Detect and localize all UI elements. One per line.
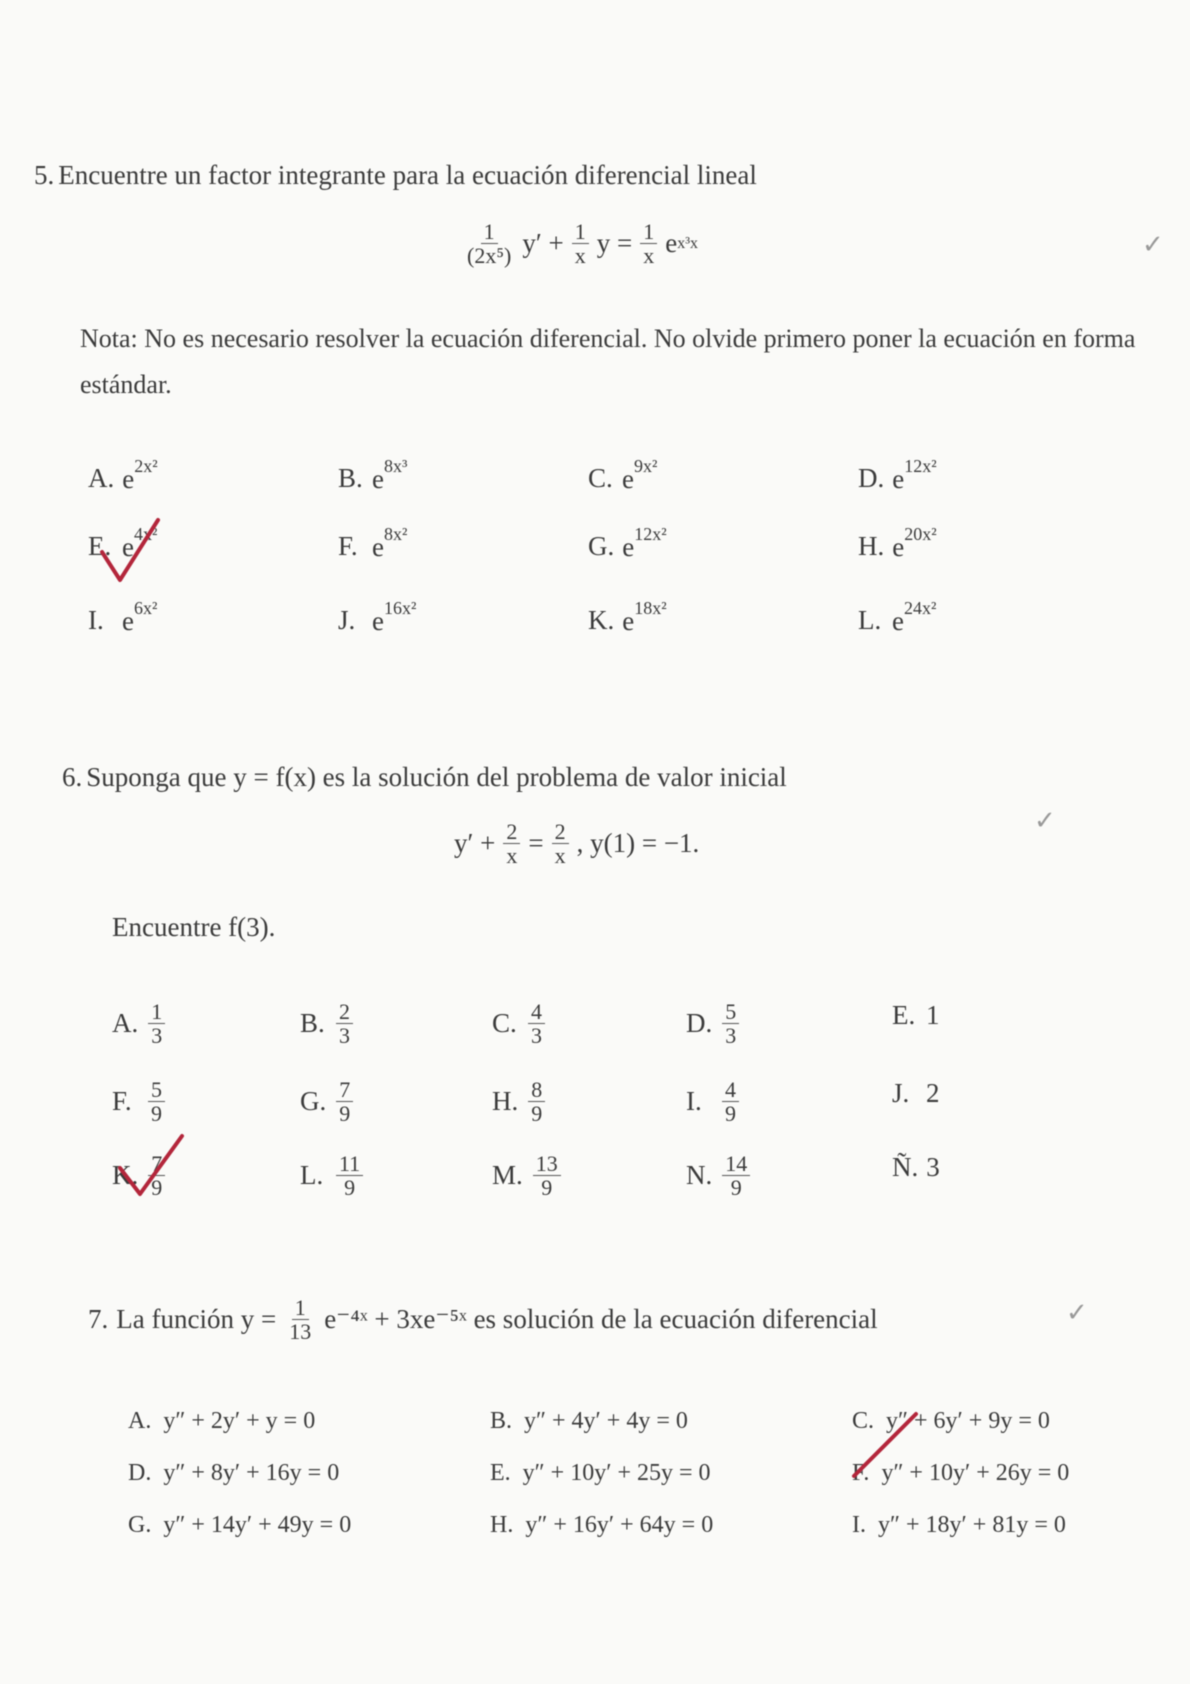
option-letter: A. <box>128 1408 152 1434</box>
answer-option <box>686 1000 741 1047</box>
option-letter: B. <box>300 1008 325 1039</box>
option-base: e <box>622 606 635 636</box>
answer-option <box>492 1000 547 1047</box>
answer-option <box>588 598 667 637</box>
question-5-prompt <box>34 160 757 191</box>
fraction-numerator: 8 <box>528 1078 545 1102</box>
option-exponent: 24x² <box>903 598 937 618</box>
answer-option <box>892 1078 940 1109</box>
fraction-numerator: 14 <box>722 1152 750 1176</box>
option-letter: F. <box>112 1086 132 1117</box>
fraction: $\frac{2}{x}$ <box>552 820 569 867</box>
option-letter: N. <box>686 1160 713 1191</box>
question-text: e⁻⁴ˣ + 3xe⁻⁵ˣ es solución de la ecuación diferencial <box>324 1304 878 1335</box>
option-value <box>622 524 667 563</box>
option-equation: y″ + 18y′ + 81y = 0 <box>878 1512 1066 1538</box>
option-fraction <box>722 1152 750 1199</box>
question-number: 6. <box>62 762 83 792</box>
option-letter: D. <box>686 1008 713 1039</box>
option-letter: K. <box>112 1160 139 1191</box>
option-fraction <box>148 1000 165 1047</box>
option-base: e <box>892 532 905 562</box>
answer-option <box>686 1152 752 1199</box>
option-equation: y″ + 8y′ + 16y = 0 <box>163 1460 340 1486</box>
answer-option <box>892 1000 940 1031</box>
option-letter: K. <box>588 605 615 635</box>
option-value <box>372 598 417 637</box>
option-letter: C. <box>588 463 613 493</box>
option-letter: F. <box>852 1460 870 1486</box>
option-value: 2 <box>926 1078 940 1108</box>
fraction-numerator: 4 <box>722 1078 739 1102</box>
option-base: e <box>622 464 634 494</box>
option-base: e <box>122 464 135 494</box>
answer-option <box>112 1000 167 1047</box>
question-text: Encuentre un factor integrante para la ecuación diferencial lineal <box>58 160 757 190</box>
fraction: $\frac{1}{\text{(2x⁵)}}$ <box>467 219 512 269</box>
option-letter: D. <box>858 463 885 493</box>
answer-option <box>852 1512 1066 1539</box>
option-letter: C. <box>852 1408 875 1434</box>
option-exponent: 18x² <box>634 598 667 618</box>
option-base: e <box>372 464 384 494</box>
fraction-denominator: 3 <box>339 1023 350 1049</box>
answer-option <box>588 456 658 495</box>
answer-option <box>492 1078 547 1125</box>
option-equation: y″ + 16y′ + 64y = 0 <box>525 1512 714 1538</box>
fraction-numerator: 7 <box>336 1078 353 1102</box>
answer-option <box>128 1512 351 1539</box>
option-equation: y″ + 10y′ + 25y = 0 <box>522 1460 711 1486</box>
fraction-denominator: 9 <box>344 1175 356 1201</box>
answer-option <box>300 1000 355 1047</box>
answer-option <box>858 456 937 495</box>
question-number: 7. <box>88 1304 109 1335</box>
option-equation: y″ + 14y′ + 49y = 0 <box>163 1512 352 1538</box>
option-base: e <box>372 606 384 636</box>
option-value <box>892 598 937 637</box>
answer-option <box>858 524 937 563</box>
option-letter: H. <box>490 1512 514 1538</box>
answer-option <box>338 598 417 637</box>
fraction-numerator: 13 <box>533 1152 561 1176</box>
question-text: Suponga que y = f(x) es la solución del problema de valor inicial <box>86 762 787 792</box>
option-letter: M. <box>492 1160 523 1191</box>
option-value <box>892 524 937 563</box>
fraction-denominator: 9 <box>339 1101 351 1127</box>
grader-tick-mark: ✓ <box>1142 230 1164 259</box>
option-letter: G. <box>128 1512 152 1538</box>
option-letter: I. <box>88 605 104 635</box>
fraction-denominator: 9 <box>151 1175 163 1201</box>
option-exponent: 8x³ <box>383 456 408 476</box>
option-letter: E. <box>88 531 112 561</box>
answer-option <box>686 1078 741 1125</box>
fraction-numerator: 5 <box>722 1000 739 1024</box>
red-check-mark <box>112 1128 192 1206</box>
option-exponent: 12x² <box>904 456 937 476</box>
option-fraction <box>336 1078 353 1125</box>
red-check-mark <box>846 1404 926 1488</box>
question-6-formula: y′ + $\frac{2}{x}$ = $\frac{2}{x}$ , y(1) = −1. <box>454 819 700 869</box>
option-equation: y″ + 4y′ + 4y = 0 <box>524 1408 688 1434</box>
option-letter: H. <box>492 1086 519 1117</box>
option-letter: E. <box>892 1000 916 1030</box>
answer-option <box>588 524 667 563</box>
option-letter: L. <box>300 1160 324 1191</box>
answer-option <box>490 1460 711 1487</box>
option-exponent: 6x² <box>133 598 158 618</box>
option-exponent: 4x² <box>133 524 158 544</box>
option-base: e <box>372 532 384 562</box>
option-letter: I. <box>852 1512 866 1538</box>
option-exponent: 12x² <box>634 524 667 544</box>
option-letter: G. <box>300 1086 327 1117</box>
option-letter: B. <box>338 463 363 493</box>
answer-option <box>88 598 158 637</box>
answer-option <box>300 1078 355 1125</box>
option-value <box>122 456 158 495</box>
answer-option <box>88 456 158 495</box>
option-fraction <box>336 1000 353 1047</box>
question-7-prompt <box>88 1296 878 1343</box>
option-letter: G. <box>588 531 615 561</box>
answer-option <box>492 1152 563 1199</box>
question-6-find: Encuentre f(3). <box>112 912 276 942</box>
option-letter: F. <box>338 531 358 561</box>
option-letter: C. <box>492 1008 517 1039</box>
option-base: e <box>892 464 905 494</box>
option-fraction <box>528 1000 545 1047</box>
option-base: e <box>622 532 635 562</box>
answer-option <box>892 1152 940 1183</box>
option-letter: H. <box>858 531 885 561</box>
option-letter: A. <box>112 1008 139 1039</box>
fraction-numerator: 1 <box>148 1000 165 1024</box>
fraction: $\frac{1}{x}$ <box>572 220 589 267</box>
fraction-denominator: 3 <box>531 1023 542 1049</box>
option-letter: J. <box>338 605 356 635</box>
fraction-denominator: 3 <box>725 1023 737 1049</box>
option-base: e <box>892 606 904 636</box>
fraction-numerator: 7 <box>148 1152 165 1176</box>
option-fraction <box>533 1152 561 1199</box>
option-fraction <box>528 1078 545 1125</box>
option-exponent: 8x² <box>383 524 408 544</box>
fraction-numerator: 4 <box>528 1000 545 1024</box>
option-letter: L. <box>858 605 882 635</box>
option-letter: B. <box>490 1408 513 1434</box>
option-fraction <box>148 1078 165 1125</box>
option-letter: J. <box>892 1078 910 1108</box>
fraction-numerator: 2 <box>336 1000 353 1024</box>
option-letter: D. <box>128 1460 152 1486</box>
answer-option <box>128 1408 315 1435</box>
option-exponent: 16x² <box>383 598 417 618</box>
option-value <box>622 598 667 637</box>
answer-option <box>338 456 408 495</box>
option-equation: y″ + 10y′ + 26y = 0 <box>881 1460 1070 1486</box>
option-exponent: 9x² <box>633 456 658 476</box>
option-base: e <box>122 606 134 636</box>
answer-option <box>112 1078 167 1125</box>
option-exponent: 2x² <box>134 456 158 476</box>
question-6-prompt <box>62 762 787 793</box>
question-text: La función y = <box>116 1304 277 1335</box>
option-value <box>122 598 158 637</box>
red-check-mark <box>96 512 166 592</box>
option-letter: I. <box>686 1086 702 1117</box>
question-5-formula: $\frac{1}{\text{(2x⁵)}}$ y′ + $\frac{1}{x}$ y = $\frac{1}{x}$ e x³x <box>462 220 698 267</box>
answer-option <box>490 1512 713 1539</box>
option-letter: Ñ. <box>892 1152 919 1182</box>
fraction: $\frac{1}{x}$ <box>640 220 657 267</box>
option-equation: y″ + 2y′ + y = 0 <box>163 1408 316 1434</box>
option-value: 1 <box>926 1000 940 1030</box>
fraction: $\frac{2}{x}$ <box>503 820 520 867</box>
answer-option <box>128 1460 339 1487</box>
grader-tick-mark: ✓ <box>1034 806 1056 835</box>
fraction-denominator: 3 <box>151 1023 163 1049</box>
option-letter: A. <box>88 463 115 493</box>
fraction: $\frac{1}{13}$ <box>289 1295 312 1345</box>
option-value <box>892 456 937 495</box>
fraction-denominator: 9 <box>151 1101 162 1127</box>
option-value <box>622 456 658 495</box>
answer-option <box>490 1408 688 1435</box>
option-base: e <box>122 532 134 562</box>
answer-option <box>858 598 937 637</box>
option-value <box>372 524 408 563</box>
fraction-numerator: 11 <box>336 1152 363 1176</box>
option-letter: E. <box>490 1460 511 1486</box>
option-value: 3 <box>926 1152 940 1182</box>
fraction-denominator: 9 <box>725 1101 736 1127</box>
fraction-denominator: 9 <box>541 1175 553 1201</box>
option-value <box>372 456 408 495</box>
question-number: 5. <box>34 160 55 190</box>
option-fraction <box>722 1078 739 1125</box>
option-fraction <box>722 1000 739 1047</box>
option-equation: y″ + 6y′ + 9y = 0 <box>886 1408 1050 1434</box>
option-fraction <box>336 1152 363 1199</box>
question-5-note: Nota: No es necesario resolver la ecuación diferencial. No olvide primero poner la ecuación en forma estándar. <box>80 324 1136 399</box>
fraction-denominator: 9 <box>730 1175 742 1201</box>
answer-option <box>300 1152 365 1199</box>
grader-tick-mark: ✓ <box>1066 1298 1088 1327</box>
fraction-denominator: 9 <box>531 1101 543 1127</box>
fraction-numerator: 5 <box>148 1078 165 1102</box>
option-exponent: 20x² <box>904 524 937 544</box>
answer-option <box>338 524 408 563</box>
